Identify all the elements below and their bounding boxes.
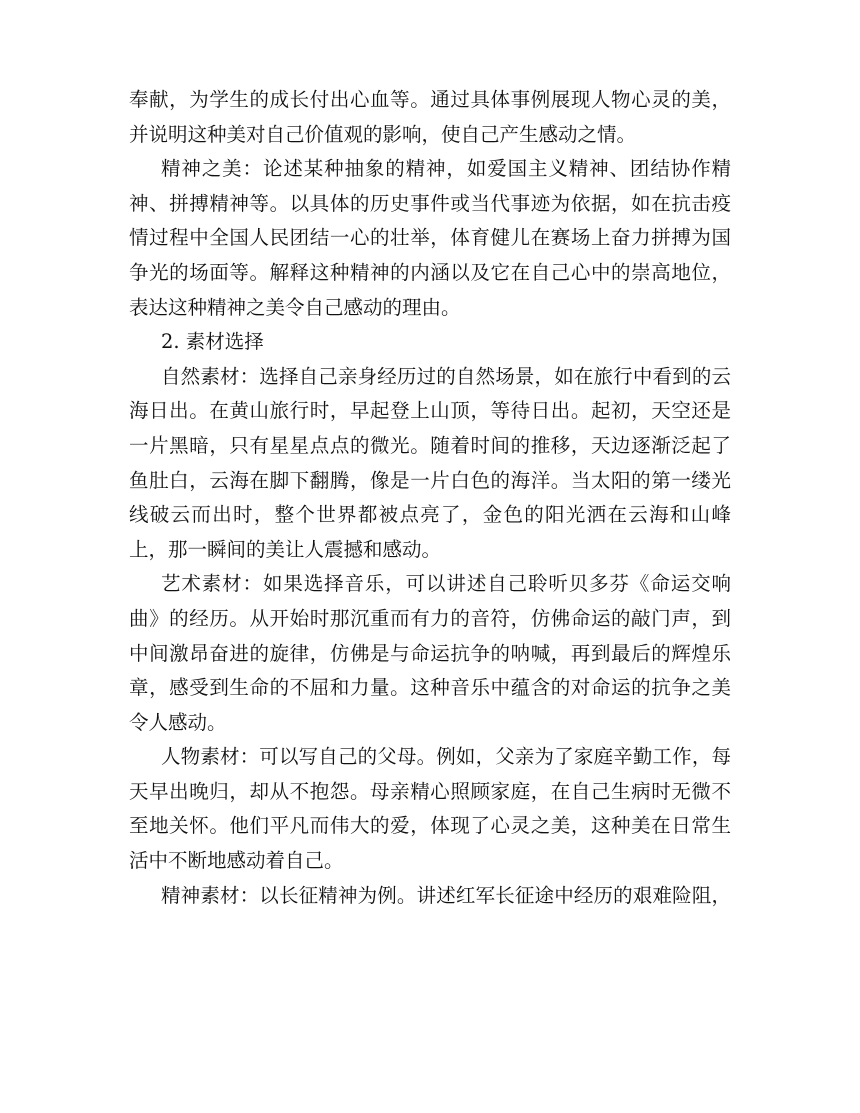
text-line: 活中不断地感动着自己。 [129, 849, 344, 873]
text-line: 精神素材：以长征精神为例。讲述红军长征途中经历的艰难险阻， [161, 883, 731, 907]
text-line: 上，那一瞬间的美让人震撼和感动。 [129, 537, 442, 561]
text-line: 精神之美：论述某种抽象的精神，如爱国主义精神、团结协作精 [161, 157, 731, 181]
text-line: 自然素材：选择自己亲身经历过的自然场景，如在旅行中看到的云 [161, 364, 731, 388]
text-line: 至地关怀。他们平凡而伟大的爱，体现了心灵之美，这种美在日常生 [129, 814, 731, 838]
text-line: 神、拼搏精神等。以具体的历史事件或当代事迹为依据，如在抗击疫 [129, 191, 731, 215]
text-line: 争光的场面等。解释这种精神的内涵以及它在自己心中的崇高地位， [129, 260, 731, 284]
text-line: 天早出晚归，却从不抱怨。母亲精心照顾家庭，在自己生病时无微不 [129, 779, 731, 803]
text-line: 令人感动。 [129, 710, 227, 734]
text-line: 2. 素材选择 [161, 330, 264, 354]
text-line: 曲》的经历。从开始时那沉重而有力的音符，仿佛命运的敲门声，到 [129, 606, 731, 630]
text-line: 鱼肚白，云海在脚下翻腾，像是一片白色的海洋。当太阳的第一缕光 [129, 468, 731, 492]
text-line: 一片黑暗，只有星星点点的微光。随着时间的推移，天边逐渐泛起了 [129, 433, 731, 457]
text-line: 章，感受到生命的不屈和力量。这种音乐中蕴含的对命运的抗争之美 [129, 676, 731, 700]
text-line: 情过程中全国人民团结一心的壮举，体育健儿在赛场上奋力拼搏为国 [129, 226, 731, 250]
text-line: 人物素材：可以写自己的父母。例如，父亲为了家庭辛勤工作，每 [161, 745, 731, 769]
document-body [129, 83, 731, 913]
text-line: 并说明这种美对自己价值观的影响，使自己产生感动之情。 [129, 122, 637, 146]
text-line: 奉献，为学生的成长付出心血等。通过具体事例展现人物心灵的美， [129, 88, 731, 111]
text-line: 中间激昂奋进的旋律，仿佛是与命运抗争的呐喊，再到最后的辉煌乐 [129, 641, 731, 665]
text-line: 表达这种精神之美令自己感动的理由。 [129, 295, 461, 319]
text-line: 艺术素材：如果选择音乐，可以讲述自己聆听贝多芬《命运交响 [161, 572, 731, 596]
text-line: 线破云而出时，整个世界都被点亮了，金色的阳光洒在云海和山峰 [129, 503, 731, 527]
text-line: 海日出。在黄山旅行时，早起登上山顶，等待日出。起初，天空还是 [129, 399, 731, 423]
